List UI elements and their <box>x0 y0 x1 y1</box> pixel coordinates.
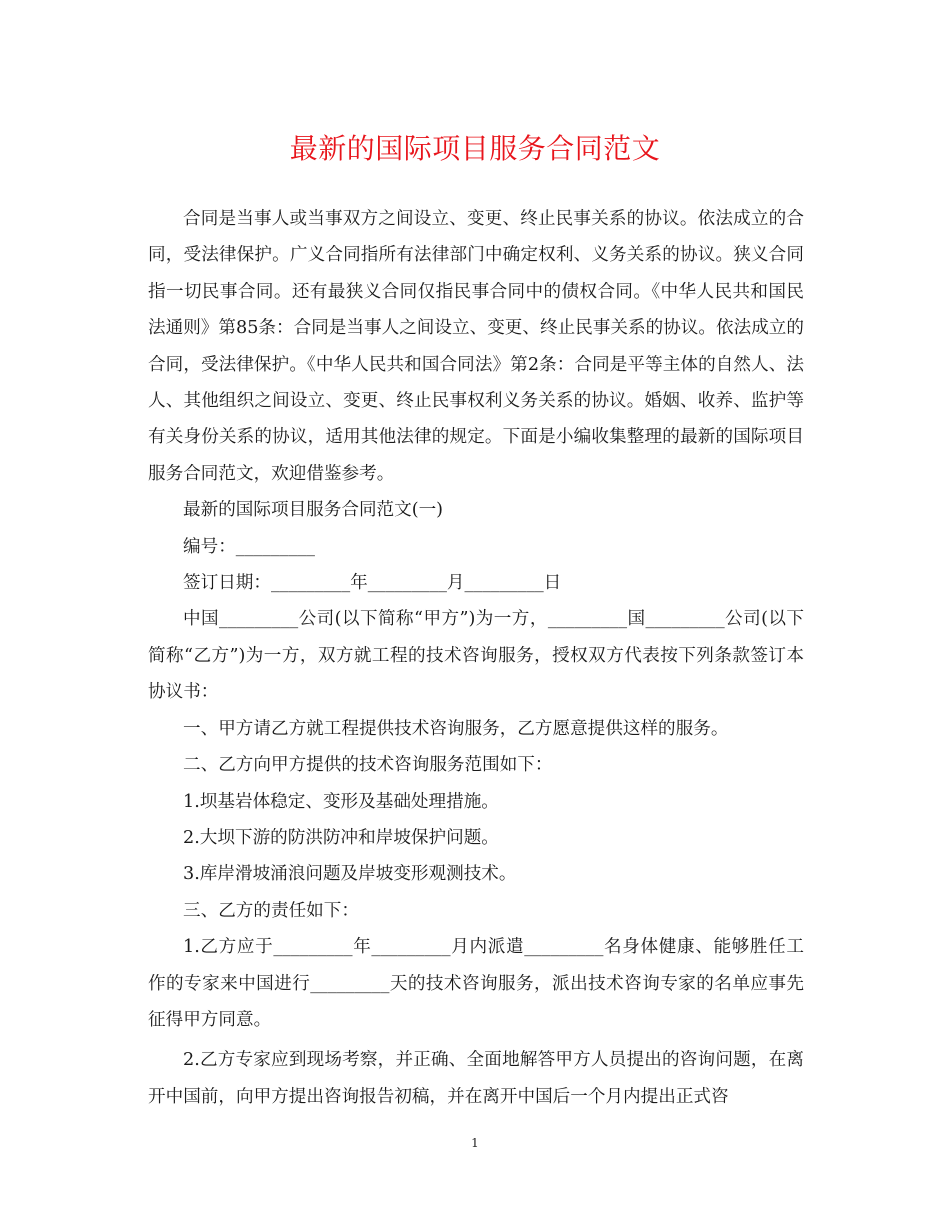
clause-two-item-1: 1.坝基岩体稳定、变形及基础处理措施。 <box>183 791 499 812</box>
section-heading: 最新的国际项目服务合同范文(一) <box>183 500 444 521</box>
intro-paragraph: 合同是当事人或当事双方之间设立、变更、终止民事关系的协议。依法成立的合同，受法律保护。广义合同指所有法律部门中确定权利、义务关系的协议。狭义合同指一切民事合同。还有最狭义合同仅指民事合同中的债权合同。《中华人民共和国民法通则》第85条：合同是当事人之间设立、变更、终止民事关系的协议。依法成立的合同，受法律保护。《中华人民共和国合同法》第2条：合同是平等主体的自然人、法人、其他组织之间设立、变更、终止民事权利义务关系的协议。婚姻、收养、监护等有关身份关系的协议，适用其他法律的规定。下面是小编收集整理的最新的国际项目服务合同范文，欢迎借鉴参考。 <box>148 209 804 484</box>
signing-date-line: 签订日期：_________年_________月_________日 <box>183 573 562 594</box>
contract-number-line: 编号：_________ <box>183 536 315 557</box>
document-body <box>148 201 804 1115</box>
page-number: 1 <box>471 1136 479 1150</box>
parties-paragraph: 中国_________公司(以下简称“甲方”)为一方，_________国_________公司(以下简称“乙方”)为一方，双方就工程的技术咨询服务，授权双方代表按下列条款签订本协议书： <box>148 609 804 703</box>
clause-two-item-3: 3.库岸滑坡涌浪问题及岸坡变形观测技术。 <box>183 864 517 885</box>
clause-three: 三、乙方的责任如下： <box>183 900 359 921</box>
clause-three-item-1: 1.乙方应于_________年_________月内派遣_________名身体健康、能够胜任工作的专家来中国进行_________天的技术咨询服务，派出技术咨询专家的名单应事先征得甲方同意。 <box>148 937 804 1030</box>
clause-two-item-2: 2.大坝下游的防洪防冲和岸坡保护问题。 <box>183 827 499 848</box>
clause-two: 二、乙方向甲方提供的技术咨询服务范围如下： <box>183 755 553 776</box>
clause-three-item-2: 2.乙方专家应到现场考察，并正确、全面地解答甲方人员提出的咨询问题，在离开中国前，向甲方提出咨询报告初稿，并在离开中国后一个月内提出正式咨 <box>148 1050 804 1107</box>
document-title: 最新的国际项目服务合同范文 <box>289 132 661 165</box>
clause-one: 一、甲方请乙方就工程提供技术咨询服务，乙方愿意提供这样的服务。 <box>183 718 729 739</box>
